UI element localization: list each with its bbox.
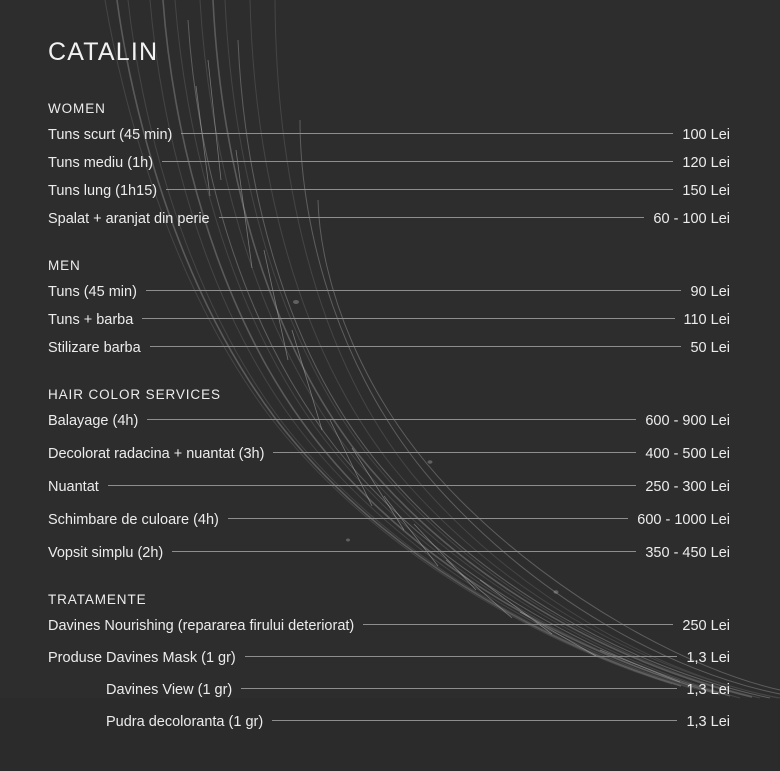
dot-leader bbox=[241, 688, 677, 689]
dot-leader bbox=[245, 656, 678, 657]
dot-leader bbox=[272, 720, 677, 721]
price-row bbox=[48, 678, 730, 703]
service-price: 120 Lei bbox=[682, 155, 730, 171]
service-price: 400 - 500 Lei bbox=[645, 446, 730, 462]
section-men bbox=[48, 258, 732, 361]
service-label: Balayage (4h) bbox=[48, 413, 139, 429]
price-row bbox=[48, 409, 730, 434]
section-tratamente bbox=[48, 592, 732, 735]
price-row bbox=[48, 336, 730, 361]
section-heading: HAIR COLOR SERVICES bbox=[48, 387, 221, 402]
price-row bbox=[48, 207, 730, 232]
price-row bbox=[48, 710, 730, 735]
section-women bbox=[48, 101, 732, 232]
service-price: 110 Lei bbox=[683, 312, 730, 328]
dot-leader bbox=[172, 551, 636, 552]
price-row bbox=[48, 308, 730, 333]
service-label: Produse Davines Mask (1 gr) bbox=[48, 650, 236, 666]
price-row bbox=[48, 646, 730, 671]
dot-leader bbox=[146, 290, 682, 291]
service-price: 250 Lei bbox=[682, 618, 730, 634]
dot-leader bbox=[219, 217, 645, 218]
dot-leader bbox=[228, 518, 628, 519]
service-label: Stilizare barba bbox=[48, 340, 141, 356]
service-price: 100 Lei bbox=[682, 127, 730, 143]
price-row bbox=[48, 123, 730, 148]
service-price: 150 Lei bbox=[682, 183, 730, 199]
price-row bbox=[48, 614, 730, 639]
service-label: Tuns lung (1h15) bbox=[48, 183, 158, 199]
service-label: Schimbare de culoare (4h) bbox=[48, 512, 219, 528]
dot-leader bbox=[162, 161, 673, 162]
dot-leader bbox=[147, 419, 636, 420]
service-price: 600 - 1000 Lei bbox=[637, 512, 730, 528]
service-label: Tuns scurt (45 min) bbox=[48, 127, 173, 143]
service-price: 250 - 300 Lei bbox=[645, 479, 730, 495]
price-row bbox=[48, 442, 730, 467]
service-label: Pudra decoloranta (1 gr) bbox=[106, 714, 264, 730]
price-row bbox=[48, 508, 730, 533]
service-label: Davines Nourishing (repararea firului deteriorat) bbox=[48, 618, 355, 634]
dot-leader bbox=[108, 485, 637, 486]
section-heading: TRATAMENTE bbox=[48, 592, 147, 607]
dot-leader bbox=[142, 318, 674, 319]
service-label: Tuns (45 min) bbox=[48, 284, 137, 300]
section-heading: WOMEN bbox=[48, 101, 106, 116]
service-label: Vopsit simplu (2h) bbox=[48, 545, 164, 561]
service-price: 90 Lei bbox=[690, 284, 730, 300]
service-label: Tuns mediu (1h) bbox=[48, 155, 154, 171]
dot-leader bbox=[363, 624, 673, 625]
dot-leader bbox=[150, 346, 682, 347]
dot-leader bbox=[273, 452, 636, 453]
service-price: 1,3 Lei bbox=[686, 682, 730, 698]
service-price: 1,3 Lei bbox=[686, 714, 730, 730]
page-title: CATALIN bbox=[48, 38, 159, 66]
service-label: Decolorat radacina + nuantat (3h) bbox=[48, 446, 265, 462]
price-row bbox=[48, 179, 730, 204]
section-heading: MEN bbox=[48, 258, 81, 273]
service-price: 50 Lei bbox=[690, 340, 730, 356]
service-price: 600 - 900 Lei bbox=[645, 413, 730, 429]
section-hair-color-services bbox=[48, 387, 732, 566]
dot-leader bbox=[181, 133, 673, 134]
service-price: 1,3 Lei bbox=[686, 650, 730, 666]
service-label: Tuns + barba bbox=[48, 312, 134, 328]
service-label: Spalat + aranjat din perie bbox=[48, 211, 210, 227]
price-row bbox=[48, 151, 730, 176]
service-label: Davines View (1 gr) bbox=[106, 682, 233, 698]
price-row bbox=[48, 541, 730, 566]
dot-leader bbox=[166, 189, 673, 190]
price-row bbox=[48, 280, 730, 305]
service-label: Nuantat bbox=[48, 479, 99, 495]
price-row bbox=[48, 475, 730, 500]
service-price: 350 - 450 Lei bbox=[645, 545, 730, 561]
service-price: 60 - 100 Lei bbox=[653, 211, 730, 227]
